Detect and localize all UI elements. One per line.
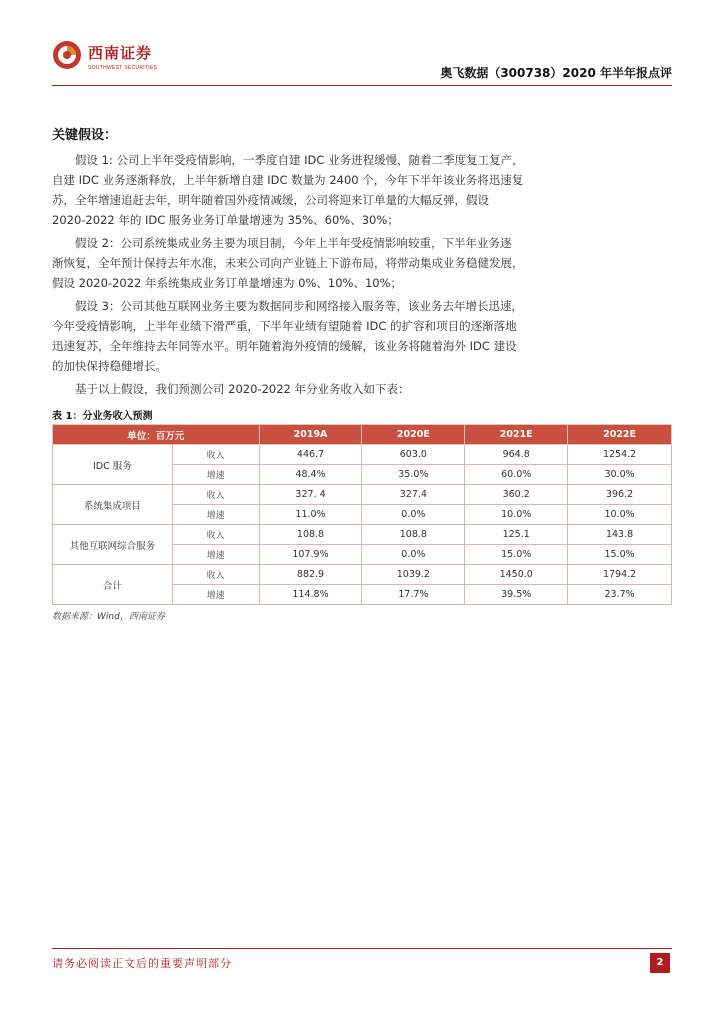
summary-paragraph: [52, 379, 672, 399]
segment-name: IDC 服务: [53, 445, 173, 485]
table-cell: 108.8: [259, 525, 362, 545]
table-cell: 327.4: [362, 485, 465, 505]
logo-icon: [52, 40, 82, 70]
table-cell: 143.8: [568, 525, 672, 545]
year-header: 2019A: [259, 425, 362, 445]
paragraph-line: 假设 2020-2022 年系统集成业务订单量增速为 0%、10%、10%；: [52, 276, 403, 290]
metric-label: 增速: [172, 585, 259, 605]
table-cell: 10.0%: [465, 505, 568, 525]
table-row: [53, 485, 672, 505]
year-header: 2021E: [465, 425, 568, 445]
segment-name: 系统集成项目: [53, 485, 173, 525]
footer-divider: [52, 948, 672, 949]
metric-label: 收入: [172, 445, 259, 465]
paragraph-line: 假设 3：公司其他互联网业务主要为数据同步和网络接入服务等，该业务去年增长迅速，: [75, 299, 523, 313]
unit-header: 单位：百万元: [53, 425, 260, 445]
table-title: 表 1：分业务收入预测: [52, 411, 153, 422]
page-number: 2: [650, 953, 670, 973]
table-cell: 882.9: [259, 565, 362, 585]
table-cell: 603.0: [362, 445, 465, 465]
table-cell: 1039.2: [362, 565, 465, 585]
paragraph-line: 迅速复苏，全年维持去年同等水平。明年随着海外疫情的缓解，该业务将随着海外 IDC 建设: [52, 339, 517, 353]
metric-label: 收入: [172, 525, 259, 545]
assumption-3-paragraph: [52, 296, 672, 376]
paragraph-line: 自建 IDC 业务逐渐释放，上半年新增自建 IDC 数量为 2400 个，今年下半年该业务将迅速复: [52, 173, 524, 187]
table-source: 数据来源：Wind，西南证券: [52, 612, 165, 622]
paragraph-line: 假设 1: 公司上半年受疫情影响，一季度自建 IDC 业务进程缓慢，随着二季度复工复产，: [75, 153, 524, 167]
metric-label: 收入: [172, 485, 259, 505]
table-cell: 1794.2: [568, 565, 672, 585]
table-cell: 48.4%: [259, 465, 362, 485]
metric-label: 增速: [172, 505, 259, 525]
table-cell: 108.8: [362, 525, 465, 545]
logo-text-cn: 西南证券: [88, 44, 153, 62]
table-cell: 15.0%: [568, 545, 672, 565]
table-cell: 1450.0: [465, 565, 568, 585]
segment-name: 其他互联网综合服务: [53, 525, 173, 565]
year-header: 2020E: [362, 425, 465, 445]
paragraph-line: 渐恢复，全年预计保持去年水准，未来公司向产业链上下游布局，将带动集成业务稳健发展，: [52, 256, 524, 270]
table-cell: 964.8: [465, 445, 568, 465]
report-title: 奥飞数据（300738）2020 年半年报点评: [440, 66, 672, 80]
table-cell: 17.7%: [362, 585, 465, 605]
paragraph-line: 今年受疫情影响，上半年业绩下滑严重，下半年业绩有望随着 IDC 的扩容和项目的逐渐落地: [52, 319, 517, 333]
segment-name: 合计: [53, 565, 173, 605]
table-cell: 107.9%: [259, 545, 362, 565]
table-cell: 446.7: [259, 445, 362, 465]
table-cell: 60.0%: [465, 465, 568, 485]
paragraph-line: 苏，全年增速追赶去年，明年随着国外疫情减缓，公司将迎来订单量的大幅反弹，假设: [52, 193, 489, 207]
table-row: [53, 445, 672, 465]
table-cell: 0.0%: [362, 545, 465, 565]
table-row: [53, 525, 672, 545]
metric-label: 增速: [172, 545, 259, 565]
table-cell: 396.2: [568, 485, 672, 505]
table-cell: 0.0%: [362, 505, 465, 525]
metric-label: 增速: [172, 465, 259, 485]
paragraph-line: 基于以上假设，我们预测公司 2020-2022 年分业务收入如下表：: [75, 382, 410, 396]
table-cell: 1254.2: [568, 445, 672, 465]
table-cell: 30.0%: [568, 465, 672, 485]
table-cell: 23.7%: [568, 585, 672, 605]
metric-label: 收入: [172, 565, 259, 585]
paragraph-line: 的加快保持稳健增长。: [52, 359, 167, 373]
table-cell: 125.1: [465, 525, 568, 545]
table-cell: 10.0%: [568, 505, 672, 525]
page-header: [0, 0, 724, 90]
header-divider: [52, 85, 672, 86]
table-cell: 360.2: [465, 485, 568, 505]
table-cell: 11.0%: [259, 505, 362, 525]
assumption-1-paragraph: [52, 150, 672, 230]
paragraph-line: 2020-2022 年的 IDC 服务业务订单量增速为 35%、60%、30%；: [52, 213, 399, 227]
logo-text-en: SOUTHWEST SECURITIES: [88, 65, 158, 71]
paragraph-line: 假设 2：公司系统集成业务主要为项目制，今年上半年受疫情影响较重，下半年业务逐: [75, 236, 512, 250]
table-cell: 15.0%: [465, 545, 568, 565]
disclaimer-notice: 请务必阅读正文后的重要声明部分: [52, 957, 232, 970]
year-header: 2022E: [568, 425, 672, 445]
table-cell: 35.0%: [362, 465, 465, 485]
section-title: 关键假设：: [52, 128, 118, 143]
table-cell: 327. 4: [259, 485, 362, 505]
table-row: [53, 565, 672, 585]
revenue-forecast-table: [52, 424, 672, 605]
assumption-2-paragraph: [52, 233, 672, 293]
table-cell: 39.5%: [465, 585, 568, 605]
table-cell: 114.8%: [259, 585, 362, 605]
table-header-row: [53, 425, 672, 445]
